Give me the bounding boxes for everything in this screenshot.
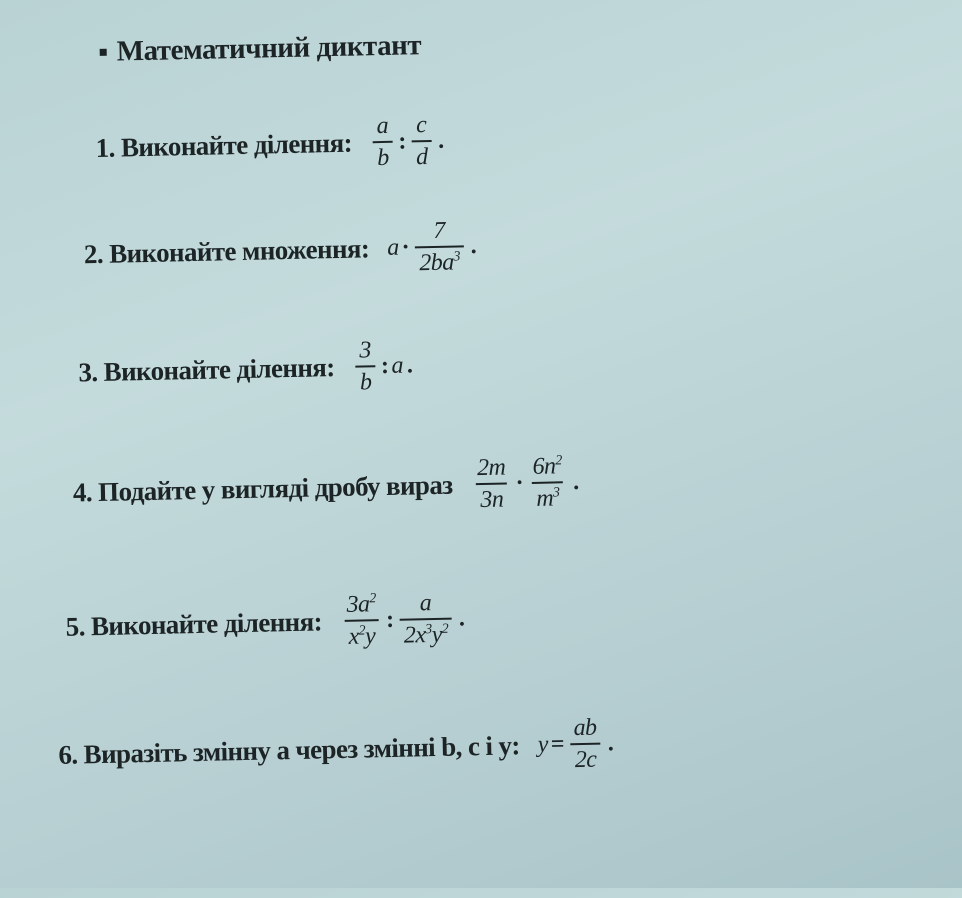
task-2-expression: a · $\frac{7}{2ba^3}$ . <box>386 217 477 277</box>
task-5-expression: $\frac{3a^2}{x^2y}$ : $\frac{a}{2x^3y^2}$ . <box>339 590 465 649</box>
fraction: $\frac{a}{2x^3y^2}$ <box>399 591 452 648</box>
worksheet-title <box>99 29 421 69</box>
task-3-expression: $\frac{3}{b}$ : a . <box>352 337 413 394</box>
task-6-text: 6. Виразіть змінну а через змінні b, c і y: <box>58 729 521 770</box>
title-text: Математичний диктант <box>116 29 422 68</box>
task-1 <box>95 113 444 176</box>
fraction: $\frac{6n^2}{m^3}$ <box>532 453 562 512</box>
task-2-text: 2. Виконайте множення: <box>83 232 370 269</box>
task-3-text: 3. Виконайте ділення: <box>78 351 335 387</box>
fraction: $\frac{3}{b}$ <box>355 338 376 394</box>
task-6-expression: y = $\frac{ab}{2c}$ . <box>537 714 614 774</box>
fraction: $\frac{3a^2}{x^2y}$ <box>342 592 380 649</box>
task-4-expression: $\frac{2m}{3n}$ · $\frac{6n^2}{m^3}$ . <box>470 454 579 512</box>
task-1-text: 1. Виконайте ділення: <box>95 127 353 163</box>
fraction: $\frac{c}{d}$ <box>411 113 432 169</box>
task-1-expression: $\frac{a}{b}$ : $\frac{c}{d}$ . <box>369 113 444 171</box>
task-4-text: 4. Подайте у вигляді дробу вираз <box>72 469 453 508</box>
task-4 <box>72 454 579 521</box>
fraction: $\frac{2m}{3n}$ <box>476 454 506 514</box>
fraction: $\frac{a}{b}$ <box>372 114 393 170</box>
fraction: $\frac{ab}{2c}$ <box>569 716 601 773</box>
task-3 <box>78 337 413 400</box>
task-5 <box>65 590 465 654</box>
bullet-icon <box>100 49 107 56</box>
fraction: $\frac{7}{2ba^3}$ <box>414 218 464 275</box>
task-2 <box>83 218 476 282</box>
task-6 <box>58 715 614 783</box>
task-5-text: 5. Виконайте ділення: <box>65 605 323 642</box>
